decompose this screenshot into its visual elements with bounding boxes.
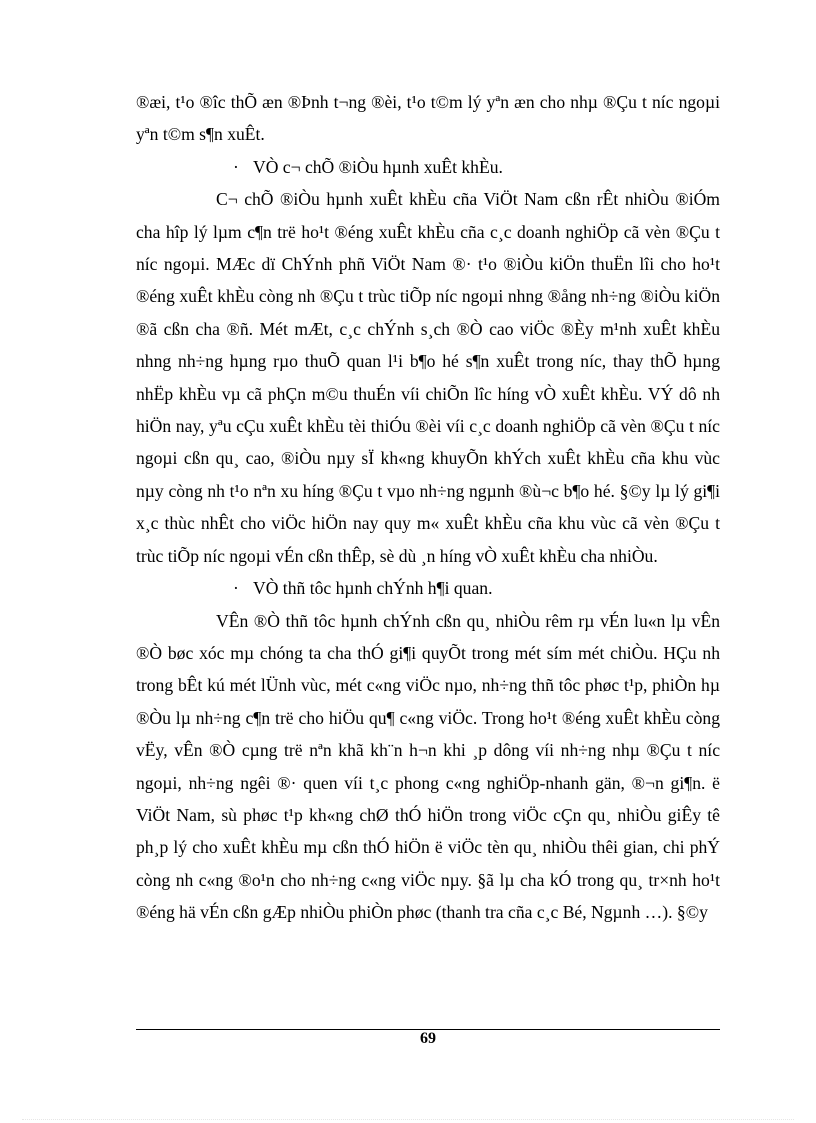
body-text: [136, 86, 720, 929]
bullet-icon: ·: [233, 156, 239, 177]
paragraph-customs-procedures: VÊn ®Ò thñ tôc hµnh chÝnh cßn qu¸ nhiÒu rêm rµ vÉn lu«n lµ vÊn ®Ò bøc xóc mµ chóng ta cha thÓ gi¶i quyÕt trong mét sím mét chiÒu. HÇu nh trong bÊt kú mét lÜnh vùc, mét c«ng viÖc nµo, nh÷ng thñ tôc phøc t¹p, phiÒn hµ ®Òu lµ nh÷ng c¶n trë cho hiÖu qu¶ c«ng viÖc. Trong ho¹t ®éng xuÊt khÈu còng vËy, vÊn ®Ò cµng trë nªn khã kh¨n h¬n khi ¸p dông víi nh÷ng nhµ ®Çu t níc ngoµi, nh÷ng ngêi ®· quen víi t¸c phong c«ng nghiÖp-nhanh gän, ®¬n gi¶n. ë ViÖt Nam, sù phøc t¹p kh«ng chØ thÓ hiÖn trong viÖc cÇn qu¸ nhiÒu giÊy tê ph¸p lý cho xuÊt khÈu mµ cßn thÓ hiÖn ë viÖc tèn qu¸ nhiÒu thêi gian, chi phÝ còng nh c«ng ®o¹n cho nh÷ng c«ng viÖc nµy. §ã lµ cha kÓ trong qu¸ tr×nh ho¹t ®éng hä vÉn cßn gÆp nhiÒu phiÒn phøc (thanh tra cña c¸c Bé, Ngµnh …). §©y: [136, 610, 720, 923]
page-number: 69: [420, 1030, 436, 1047]
bullet-icon: ·: [233, 578, 239, 599]
bullet-heading-customs-procedures: [136, 572, 720, 604]
bullet-heading-text: VÒ c¬ chÕ ®iÒu hµnh xuÊt khÈu.: [253, 156, 503, 177]
page-bottom-border: [22, 1119, 794, 1120]
paragraph-export-mechanism: C¬ chÕ ®iÒu hµnh xuÊt khÈu cña ViÖt Nam cßn rÊt nhiÒu ®iÓm cha hîp lý lµm c¶n trë ho¹t ®éng xuÊt khÈu cña c¸c doanh nghiÖp cã vèn ®Çu t níc ngoµi. MÆc dï ChÝnh phñ ViÖt Nam ®· t¹o ®iÒu kiÖn thuËn lîi cho ho¹t ®éng xuÊt khÈu còng nh ®Çu t trùc tiÕp níc ngoµi nhng ®ång nh÷ng ®iÒu kiÖn ®ã cßn cha ®ñ. Mét mÆt, c¸c chÝnh s¸ch ®Ò cao viÖc ®Èy m¹nh xuÊt khÈu nhng nh÷ng hµng rµo thuÕ quan l¹i b¶o hé s¶n xuÊt trong níc, thay thÕ hµng nhËp khÈu vµ cã phÇn m©u thuÉn víi chiÕn lîc híng vÒ xuÊt khÈu. VÝ dô nh hiÖn nay, yªu cÇu xuÊt khÈu tèi thiÓu ®èi víi c¸c doanh nghiÖp cã vèn ®Çu t níc ngoµi cßn qu¸ cao, ®iÒu nµy sÏ kh«ng khuyÕn khÝch xuÊt khÈu cña khu vùc nµy còng nh t¹o nªn xu híng ®Çu t vµo nh÷ng ngµnh ®ù¬c b¶o hé. §©y lµ lý gi¶i x¸c thùc nhÊt cho viÖc hiÖn nay quy m« xuÊt khÈu cña khu vùc cã vèn ®Çu t trùc tiÕp níc ngoµi vÉn cßn thÊp, sè dù ¸n híng vÒ xuÊt khÈu cha nhiÒu.: [136, 189, 720, 566]
bullet-heading-text: VÒ thñ tôc hµnh chÝnh h¶i quan.: [253, 578, 493, 599]
bullet-heading-export-mechanism: [136, 151, 720, 183]
paragraph-continuation: ®æi, t¹o ®îc thÕ æn ®Þnh t¬ng ®èi, t¹o t©m lý yªn æn cho nhµ ®Çu t níc ngoµi yªn t©m s¶n xuÊt.: [136, 92, 720, 145]
